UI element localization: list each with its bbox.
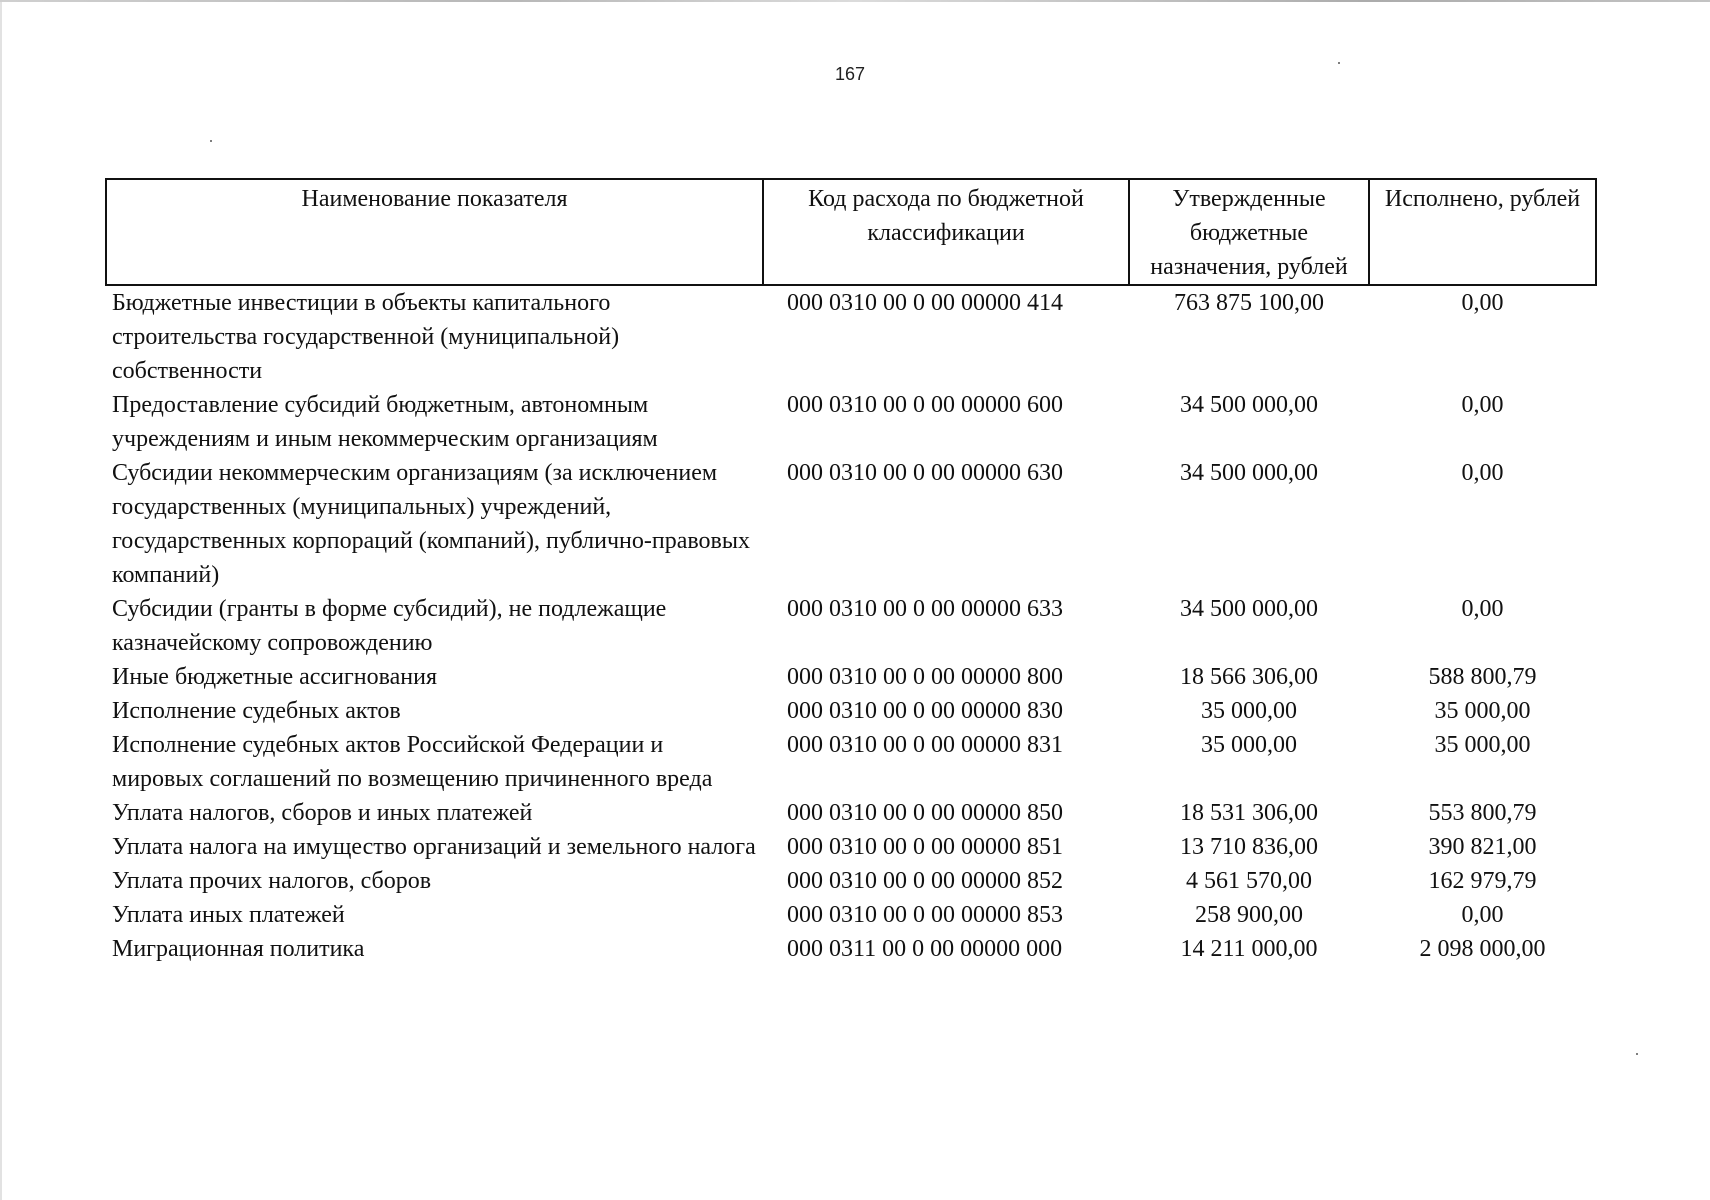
- row-executed: 35 000,00: [1434, 698, 1531, 724]
- row-code: 000 0310 00 0 00 00000 851: [787, 834, 1063, 860]
- table-row: [106, 796, 1596, 830]
- row-approved: 4 561 570,00: [1186, 868, 1312, 894]
- table-row: [106, 830, 1596, 864]
- header-indicator-name: Наименование показателя: [106, 179, 763, 285]
- budget-table: [105, 178, 1597, 966]
- row-executed: 0,00: [1461, 902, 1504, 928]
- scan-speck: [1338, 62, 1340, 64]
- header-approved-amount: Утвержденные бюджетные назначения, рублей: [1129, 179, 1369, 285]
- header-executed-amount: Исполнено, рублей: [1369, 179, 1596, 285]
- row-approved: 18 531 306,00: [1180, 800, 1318, 826]
- row-approved: 18 566 306,00: [1180, 664, 1318, 690]
- row-name: Уплата иных платежей: [112, 902, 345, 928]
- row-executed: 2 098 000,00: [1419, 936, 1546, 962]
- table-row: [106, 660, 1596, 694]
- row-approved: 34 500 000,00: [1180, 460, 1318, 486]
- row-code: 000 0310 00 0 00 00000 853: [787, 902, 1063, 928]
- row-code: 000 0310 00 0 00 00000 852: [787, 868, 1063, 894]
- row-code: 000 0310 00 0 00 00000 414: [787, 290, 1063, 316]
- table-row: [106, 592, 1596, 660]
- row-executed: 0,00: [1461, 290, 1504, 316]
- row-code: 000 0310 00 0 00 00000 831: [787, 732, 1063, 758]
- row-executed: 162 979,79: [1428, 868, 1537, 894]
- table-row: [106, 728, 1596, 796]
- table-row: [106, 694, 1596, 728]
- scan-speck: [210, 140, 212, 142]
- scan-edge-top: [0, 0, 1710, 2]
- table-header-row: [106, 179, 1596, 285]
- row-name: Уплата налогов, сборов и иных платежей: [112, 800, 533, 826]
- row-name: Уплата налога на имущество организаций и земельного налога: [112, 834, 756, 860]
- row-name: Бюджетные инвестиции в объекты капитального строительства государственной (муниципальной) собственности: [112, 290, 620, 384]
- row-executed: 0,00: [1461, 460, 1504, 486]
- scan-speck: [1636, 1053, 1638, 1055]
- row-approved: 763 875 100,00: [1174, 290, 1324, 316]
- page-number: 167: [834, 64, 866, 84]
- row-approved: 35 000,00: [1201, 698, 1297, 724]
- row-name: Миграционная политика: [112, 936, 365, 962]
- row-executed: 35 000,00: [1434, 732, 1531, 758]
- row-executed: 588 800,79: [1428, 664, 1537, 690]
- table-row: [106, 864, 1596, 898]
- row-approved: 13 710 836,00: [1180, 834, 1318, 860]
- row-approved: 34 500 000,00: [1180, 596, 1318, 622]
- scan-edge-left: [0, 0, 2, 1200]
- row-approved: 14 211 000,00: [1180, 936, 1318, 962]
- row-approved: 258 900,00: [1195, 902, 1303, 928]
- row-code: 000 0310 00 0 00 00000 633: [787, 596, 1063, 622]
- row-executed: 553 800,79: [1428, 800, 1537, 826]
- row-executed: 0,00: [1461, 596, 1504, 622]
- row-code: 000 0310 00 0 00 00000 830: [787, 698, 1063, 724]
- row-name: Уплата прочих налогов, сборов: [112, 868, 432, 894]
- row-code: 000 0310 00 0 00 00000 630: [787, 460, 1063, 486]
- row-name: Исполнение судебных актов Российской Федерации и мировых соглашений по возмещению причиненного вреда: [112, 732, 713, 792]
- row-code: 000 0310 00 0 00 00000 850: [787, 800, 1063, 826]
- table-row: [106, 388, 1596, 456]
- table-row: [106, 456, 1596, 592]
- header-expense-code: Код расхода по бюджетной классификации: [763, 179, 1129, 285]
- row-code: 000 0310 00 0 00 00000 600: [787, 392, 1063, 418]
- table-row: [106, 285, 1596, 388]
- row-approved: 34 500 000,00: [1180, 392, 1318, 418]
- row-name: Предоставление субсидий бюджетным, автономным учреждениям и иным некоммерческим организациям: [112, 392, 658, 452]
- table-row: [106, 932, 1596, 966]
- row-name: Иные бюджетные ассигнования: [112, 664, 437, 690]
- row-name: Субсидии (гранты в форме субсидий), не подлежащие казначейскому сопровождению: [112, 596, 667, 656]
- row-code: 000 0311 00 0 00 00000 000: [787, 936, 1063, 962]
- row-executed: 0,00: [1461, 392, 1504, 418]
- row-name: Исполнение судебных актов: [112, 698, 401, 724]
- row-code: 000 0310 00 0 00 00000 800: [787, 664, 1063, 690]
- row-approved: 35 000,00: [1201, 732, 1297, 758]
- row-executed: 390 821,00: [1428, 834, 1537, 860]
- row-name: Субсидии некоммерческим организациям (за исключением государственных (муниципальных) учреждений, государственных корпораций (компаний), публично-правовых компаний): [112, 460, 750, 588]
- table-row: [106, 898, 1596, 932]
